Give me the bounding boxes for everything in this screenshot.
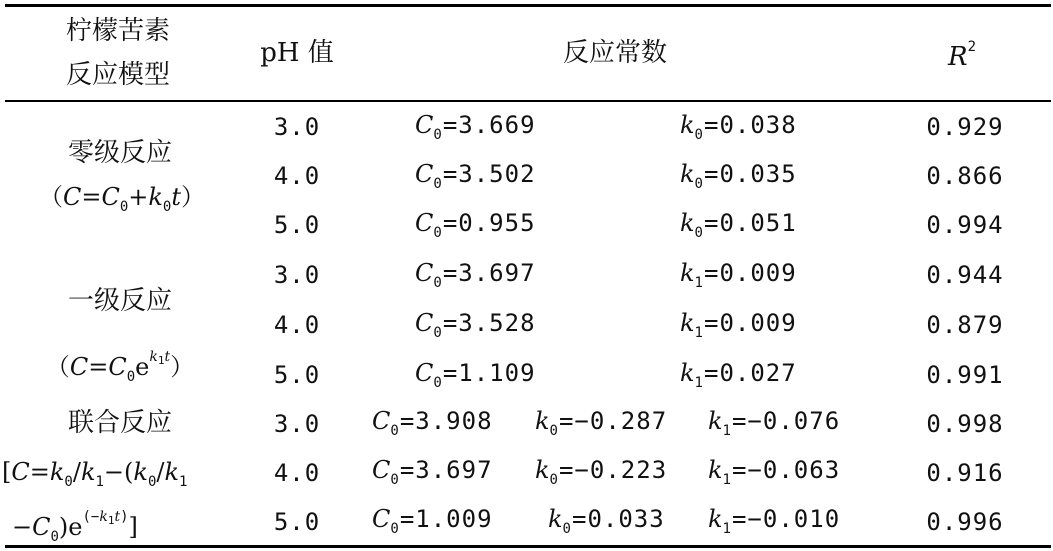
row-k0: $k_0=-0.223$ (535, 456, 668, 488)
row-r2: 0.996 (926, 508, 1004, 536)
row-k1: $k_1=-0.076$ (708, 407, 841, 439)
row-k1: $k_1=0.009$ (680, 309, 797, 341)
row-c0: $C_0=3.697$ (415, 259, 536, 291)
row-r2: 0.944 (926, 261, 1004, 289)
group-combined-formula-line2: $-C_0)e^{(-k_1t)}$] (12, 509, 138, 545)
row-c0: $C_0=3.697$ (372, 456, 493, 488)
row-r2: 0.991 (926, 361, 1004, 389)
row-c0: $C_0=3.908$ (372, 407, 493, 439)
row-k0: $k_0=0.038$ (680, 111, 797, 143)
row-k1: $k_1=0.009$ (680, 259, 797, 291)
row-c0: $C_0=3.669$ (415, 111, 536, 143)
row-c0: $C_0=0.955$ (415, 209, 536, 241)
row-r2: 0.929 (926, 113, 1004, 141)
row-ph: 3.0 (273, 410, 321, 438)
row-k1: $k_1=0.027$ (680, 359, 797, 391)
table-top-rule (5, 4, 1051, 7)
row-k1: $k_1=-0.010$ (708, 505, 841, 537)
row-k0: $k_0=0.033$ (548, 505, 665, 537)
row-k0: $k_0=0.035$ (680, 160, 797, 192)
header-reaction-constants: 反应常数 (562, 38, 668, 68)
header-ph: pH 值 (260, 38, 334, 68)
row-c0: $C_0=3.502$ (415, 160, 536, 192)
row-c0: $C_0=1.109$ (415, 359, 536, 391)
row-r2: 0.994 (926, 211, 1004, 239)
group-first-order-name: 一级反应 (67, 286, 173, 316)
header-model-line1: 柠檬苦素 (65, 16, 171, 46)
header-model-line2: 反应模型 (65, 60, 171, 90)
row-r2: 0.916 (926, 459, 1004, 487)
row-ph: 5.0 (273, 211, 321, 239)
row-ph: 3.0 (273, 261, 321, 289)
row-ph: 4.0 (273, 162, 321, 190)
group-zero-order-formula: $(C=C_0+k_0t)$ (38, 183, 206, 215)
row-c0: $C_0=1.009$ (372, 505, 493, 537)
row-r2: 0.879 (926, 311, 1004, 339)
row-ph: 4.0 (273, 459, 321, 487)
row-r2: 0.998 (926, 410, 1004, 438)
row-k1: $k_1=-0.063$ (708, 456, 841, 488)
row-ph: 4.0 (273, 311, 321, 339)
table-header-rule (5, 100, 1051, 102)
row-k0: $k_0=0.051$ (680, 209, 797, 241)
table-bottom-rule (5, 545, 1051, 548)
row-c0: $C_0=3.528$ (415, 309, 536, 341)
group-combined-name: 联合反应 (67, 408, 173, 438)
group-combined-formula-line1: [$C=k_0/k_1-(k_0/k_1$ (2, 458, 188, 490)
row-ph: 5.0 (273, 508, 321, 536)
group-first-order-formula: $(C=C_0e^{k_1t})$ (45, 349, 195, 385)
header-r-squared: $R^2$ (947, 39, 977, 72)
group-zero-order-name: 零级反应 (67, 138, 173, 168)
row-k0: $k_0=-0.287$ (535, 407, 668, 439)
row-r2: 0.866 (926, 162, 1004, 190)
row-ph: 3.0 (273, 113, 321, 141)
row-ph: 5.0 (273, 361, 321, 389)
